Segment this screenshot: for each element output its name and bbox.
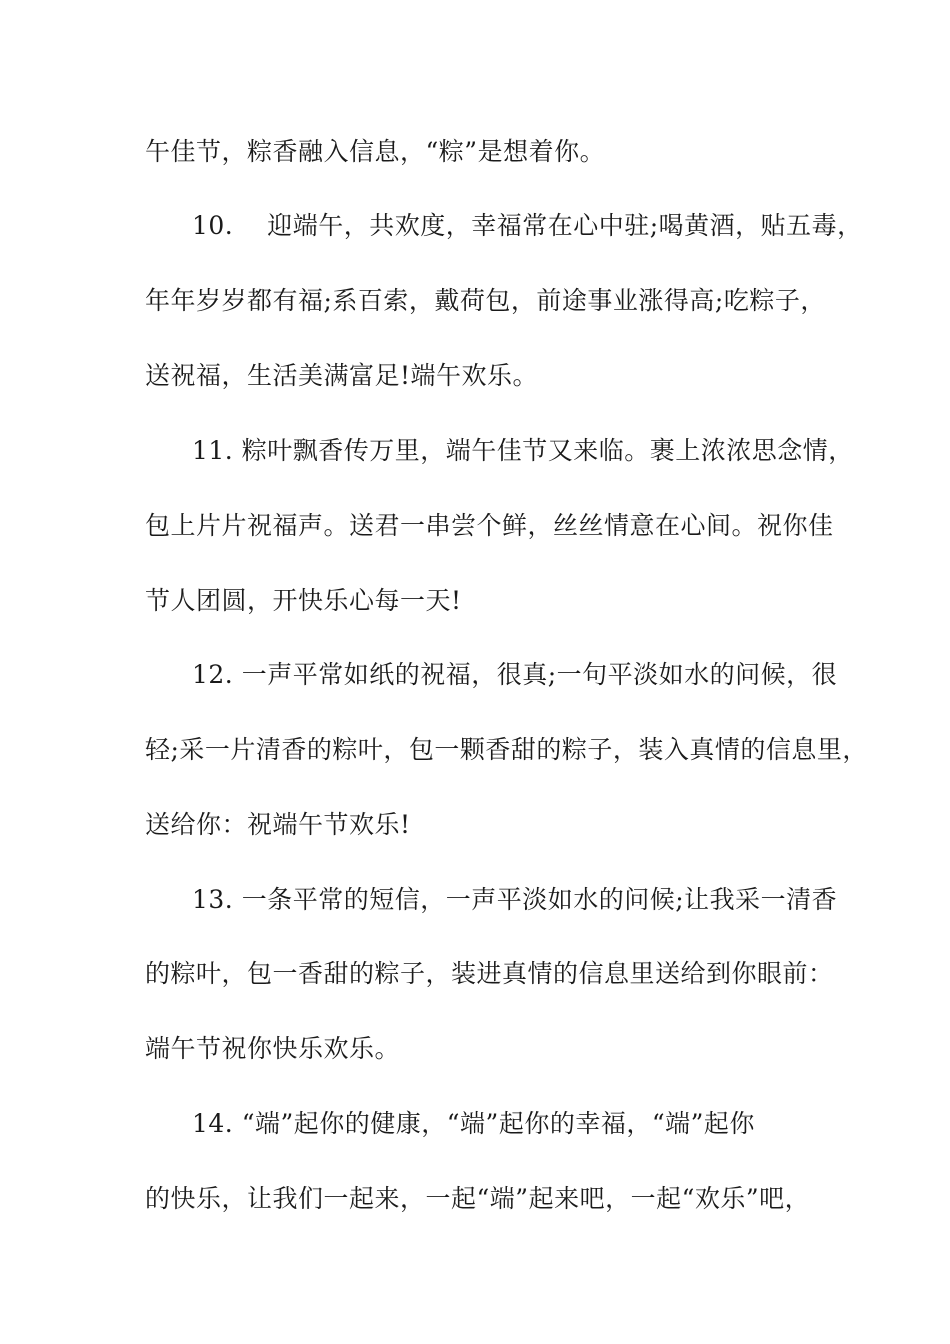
text-line: 送给你：祝端午节欢乐! xyxy=(145,810,411,839)
text-line: 午佳节，粽香融入信息，“粽”是想着你。 xyxy=(145,137,606,166)
text-line: 包上片片祝福声。送君一串尝个鲜，丝丝情意在心间。祝你佳 xyxy=(145,511,834,540)
list-item-12-line: 12. 一声平常如纸的祝福，很真;一句平淡如水的问候，很 xyxy=(192,660,838,689)
text-line: 的粽叶，包一香甜的粽子，装进真情的信息里送给到你眼前： xyxy=(145,959,834,988)
text-line: 送祝福，生活美满富足!端午欢乐。 xyxy=(145,361,539,390)
text-line: 轻;采一片清香的粽叶，包一颗香甜的粽子，装入真情的信息里， xyxy=(145,735,868,764)
list-item-11-line: 11. 粽叶飘香传万里，端午佳节又来临。裹上浓浓思念情， xyxy=(192,436,854,465)
text-line: 节人团圆，开快乐心每一天! xyxy=(145,586,462,615)
list-item-14-line: 14. “端”起你的健康，“端”起你的幸福，“端”起你 xyxy=(192,1109,755,1138)
list-item-10-line: 10. 迎端午，共欢度，幸福常在心中驻;喝黄酒，贴五毒， xyxy=(192,211,863,240)
list-item-13-line: 13. 一条平常的短信，一声平淡如水的问候;让我采一清香 xyxy=(192,885,838,914)
text-line: 端午节祝你快乐欢乐。 xyxy=(145,1034,401,1063)
text-line: 年年岁岁都有福;系百索，戴荷包，前途事业涨得高;吃粽子， xyxy=(145,286,826,315)
text-line: 的快乐，让我们一起来，一起“端”起来吧，一起“欢乐”吧， xyxy=(145,1184,811,1213)
